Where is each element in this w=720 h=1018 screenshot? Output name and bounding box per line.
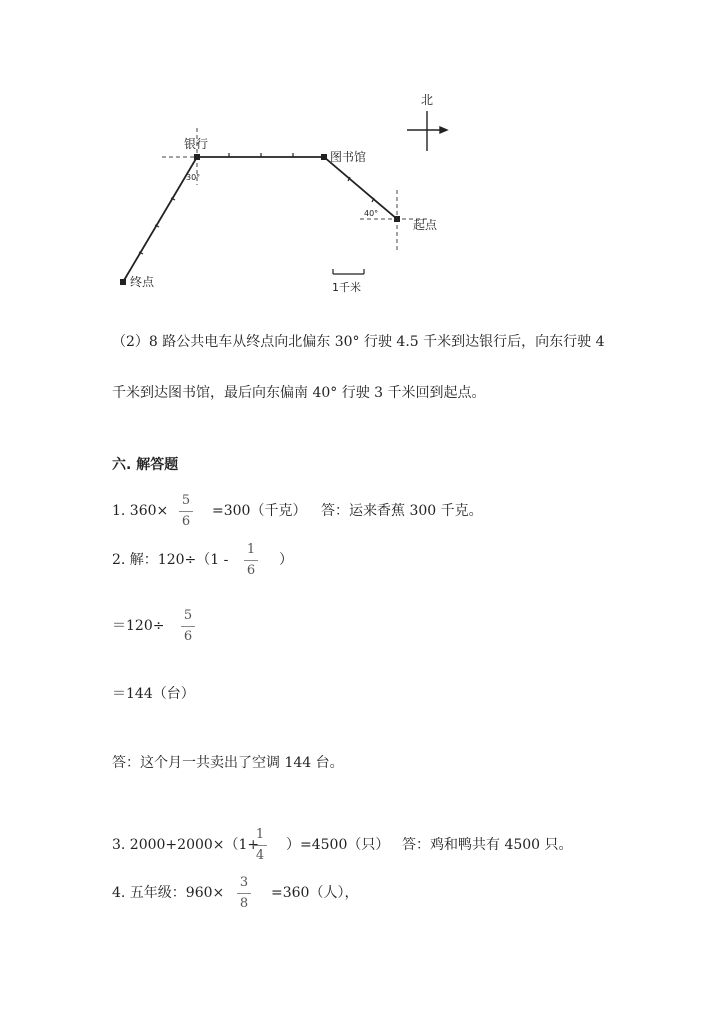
fraction-numerator: 5 [183,608,193,623]
fraction-bar [179,511,193,512]
q1-prefix: 1. 360× [112,503,169,519]
scale-bar [333,269,364,274]
fraction-denominator: 8 [239,896,249,911]
library-point-marker [321,154,327,160]
fraction-numerator: 3 [239,875,249,890]
q4-suffix: =360（人）， [271,885,359,901]
start-point-marker [394,216,400,222]
library-label: 图书馆 [330,150,367,164]
fraction-bar [253,845,267,846]
q2-line2-fraction [180,608,196,645]
scale-label: 1千米 [332,281,361,294]
north-label: 北 [421,93,434,107]
q3-fraction [252,827,268,864]
fraction-bar [181,626,195,627]
q2-line1-fraction [243,542,259,579]
part2-line2: 千米到达图书馆，最后向东偏南 40° 行驶 3 千米回到起点。 [112,385,486,401]
q3-prefix: 3. 2000+2000×（1+ [112,837,260,853]
q2-answer: 答：这个月一共卖出了空调 144 台。 [112,755,344,771]
fraction-denominator: 6 [183,629,193,644]
q1-fraction [178,493,194,530]
q4-fraction [236,875,252,912]
q2-line2-prefix: ＝120÷ [112,618,165,634]
q2-line1-prefix: 2. 解：120÷（1 - [112,552,229,568]
fraction-denominator: 4 [255,848,265,863]
start-label: 起点 [413,218,438,232]
bank-label: 银行 [184,137,209,151]
q3-answer: 答：鸡和鸭共有 4500 只。 [402,837,573,853]
fraction-bar [237,893,251,894]
end-point-marker [120,279,126,285]
fraction-numerator: 5 [181,493,191,508]
section-title: 六. 解答题 [112,457,179,473]
q1-answer: 答：运来香蕉 300 千克。 [321,503,483,519]
compass-icon [407,111,447,151]
route-map [0,0,720,320]
route-ticks [139,153,374,254]
q2-line1-suffix: ） [279,552,293,568]
end-label: 终点 [130,275,155,289]
q4-prefix: 4. 五年级：960× [112,885,225,901]
fraction-denominator: 6 [246,563,256,578]
q1-suffix: =300（千克） [212,503,307,519]
angle-bank-label: 30° [186,173,201,182]
part2-line1: （2）8 路公共电车从终点向北偏东 30° 行驶 4.5 千米到达银行后，向东行驶 4 [112,334,605,350]
fraction-denominator: 6 [181,514,191,529]
route-line [123,157,397,282]
fraction-numerator: 1 [246,542,256,557]
angle-start-label: 40° [364,209,379,218]
fraction-numerator: 1 [255,827,265,842]
bank-point-marker [194,154,200,160]
fraction-bar [244,560,258,561]
q2-line3: ＝144（台） [112,686,195,702]
q3-suffix: ）=4500（只） [286,837,390,853]
